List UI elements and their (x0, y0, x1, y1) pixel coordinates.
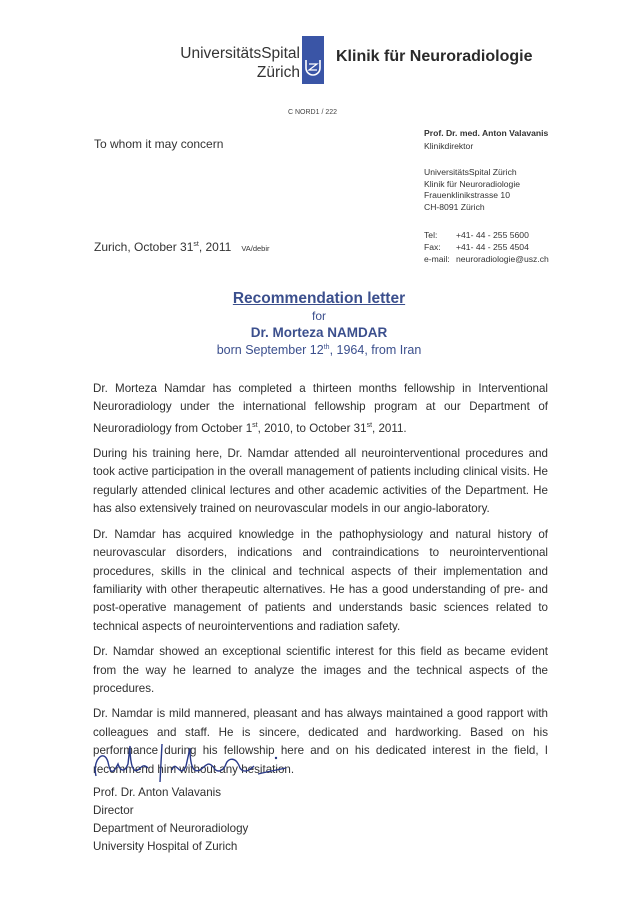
letter-title: Recommendation letter (232, 290, 406, 307)
date-year: , 2011 (198, 240, 232, 254)
address-line: UniversitätsSpital Zürich (424, 167, 517, 177)
candidate-name: Dr. Morteza NAMDAR (250, 325, 388, 340)
signer-name: Prof. Dr. Anton Valavanis (93, 786, 222, 799)
paragraph-2: During his training here, Dr. Namdar attended all neurointerventional procedures and took active participation in the overall management of patients including clinical visits. He regularly attended clinical lectures and other academic activities of the Department. He has also extensively trained on neurovascular models in our angio-laboratory. (93, 447, 548, 516)
born-rest: , 1964, from Iran (329, 343, 422, 357)
date-text: Zurich, October 31 (94, 240, 194, 254)
date-line (94, 240, 270, 254)
letter-for: for (311, 309, 326, 323)
address-line: Frauenklinikstrasse 10 (424, 190, 510, 200)
hospital-name-line2: Zürich (256, 64, 300, 81)
signer-role: Director (93, 804, 134, 817)
salutation: To whom it may concern (94, 137, 224, 151)
paragraph-text: , 2010, to October 31 (257, 421, 367, 435)
paragraph-5: Dr. Namdar is mild mannered, pleasant and has always maintained a good rapport with colleagues and staff. He is sincere, dedicated and hardworking. Based on his performance during his fellowship here and on his dedicated interest in the field, I recommend him without any hesitation. (93, 707, 548, 776)
born-text: born September 12 (216, 343, 324, 357)
letter-body (93, 380, 548, 786)
paragraph-1 (93, 380, 548, 438)
sender-contacts (424, 229, 549, 265)
clinic-name: Klinik für Neuroradiologie (336, 48, 533, 65)
sender-address (424, 167, 520, 213)
born-suffix: th (323, 343, 330, 351)
contact-value: +41- 44 - 255 4504 (456, 242, 529, 252)
contact-value: neuroradiologie@usz.ch (456, 254, 549, 264)
hospital-name (150, 44, 300, 82)
address-line: CH-8091 Zürich (424, 201, 485, 212)
candidate-birth (94, 343, 544, 357)
contact-row-tel (424, 229, 549, 241)
contact-label: e-mail: (424, 254, 450, 264)
closing-block (93, 784, 248, 856)
reference-code: C NORD1 / 222 (288, 109, 338, 116)
sender-name: Prof. Dr. med. Anton Valavanis (424, 128, 549, 138)
usz-logo (302, 36, 324, 84)
contact-row-fax (424, 241, 549, 253)
contact-label: Tel: (424, 230, 438, 240)
contact-value: +41- 44 - 255 5600 (456, 230, 529, 240)
ordinal-suffix: st (252, 421, 258, 429)
paragraph-text: Dr. Morteza Namdar has completed a thirteen months fellowship in Interventional Neuroradiology under the international fellowship program at our Department of Neuroradiology from October 1 (93, 382, 548, 435)
contact-row-email (424, 253, 549, 265)
date-suffix: st (193, 241, 199, 248)
address-line: Klinik für Neuroradiologie (424, 178, 521, 189)
signer-department: Department of Neuroradiology (93, 822, 249, 835)
contact-label: Fax: (424, 242, 441, 252)
initials: VA/debir (241, 244, 270, 253)
paragraph-3: Dr. Namdar has acquired knowledge in the pathophysiology and natural history of neurovascular disorders, indications and contraindications to neurointerventional procedures, skills in the clinical and technical aspects of their implementation and familiarity with other therapeutic alternatives. He has a good understanding of pre- and post-operative management of patients and understands basic sciences related to technical aspects of neurointerventions and radiation safety. (93, 527, 548, 633)
paragraph-4: Dr. Namdar showed an exceptional scientific interest for this field as became evident from the way he learned to analyze the images and the technical aspects of the procedures. (93, 645, 548, 695)
ordinal-suffix: st (366, 421, 373, 429)
hospital-name-line1: UniversitätsSpital (180, 45, 300, 62)
sender-title: Klinikdirektor (424, 141, 474, 151)
signer-institution: University Hospital of Zurich (93, 840, 238, 853)
paragraph-text: , 2011. (372, 421, 407, 435)
